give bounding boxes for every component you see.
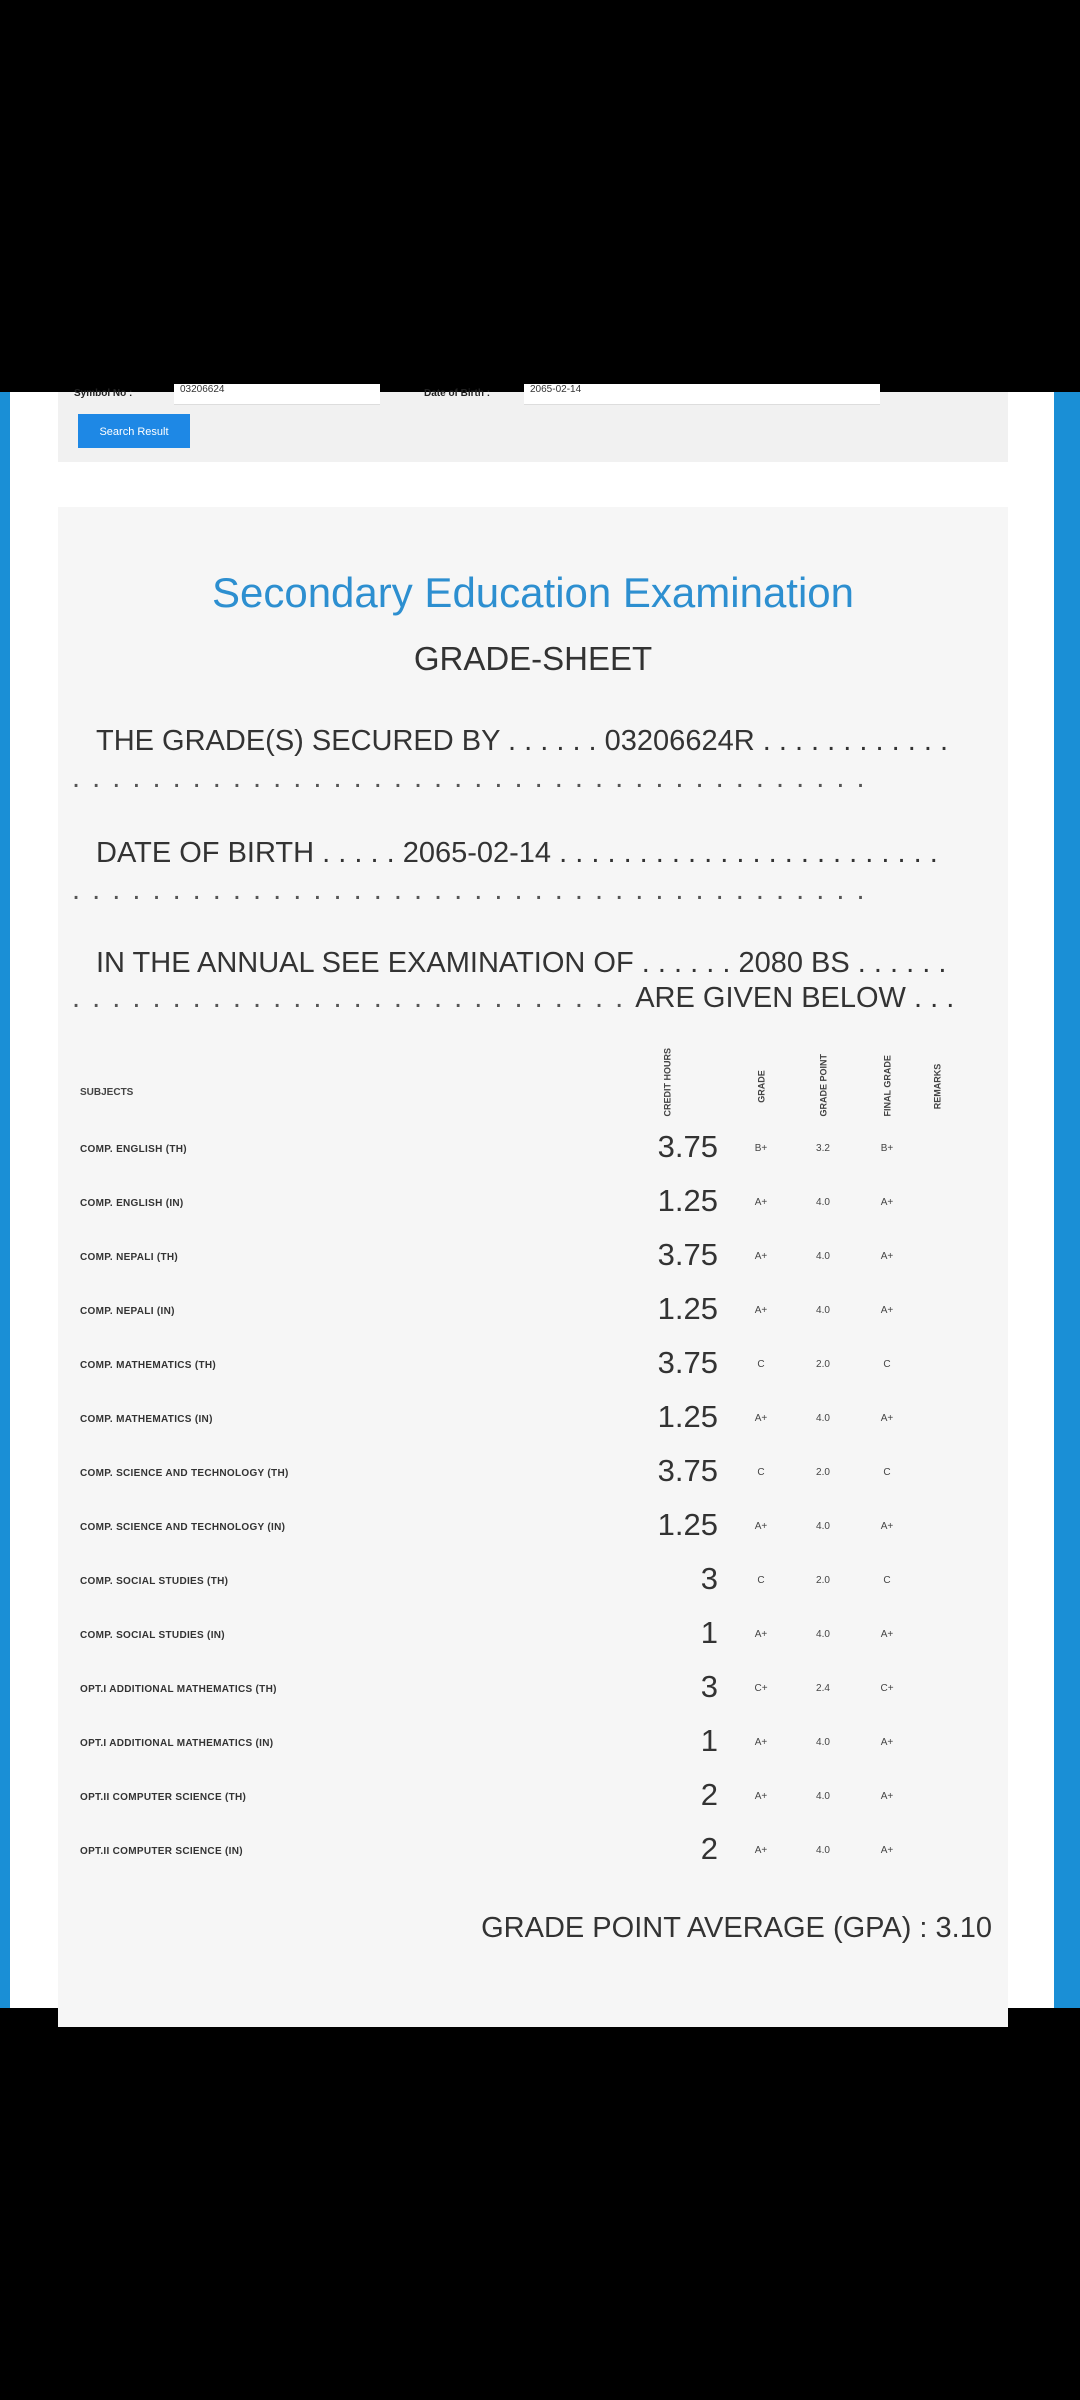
final-grade: A+: [880, 1737, 894, 1748]
dot-leader: . . . . .: [322, 837, 403, 869]
header-final-grade: FINAL GRADE: [882, 1055, 893, 1117]
grade: A+: [754, 1305, 768, 1316]
credit-hours: 2: [700, 1831, 718, 1866]
final-grade: A+: [880, 1305, 894, 1316]
grade-point: 4.0: [816, 1629, 830, 1640]
credit-hours: 1.25: [657, 1507, 718, 1542]
symbol-label: Symbol No :: [74, 388, 133, 399]
grade-point: 4.0: [816, 1845, 830, 1856]
table-row: [58, 1399, 1008, 1439]
page-title: Secondary Education Examination: [211, 569, 855, 616]
grade-point: 4.0: [816, 1521, 830, 1532]
grade-point: 4.0: [816, 1413, 830, 1424]
subject-name: COMP. ENGLISH (IN): [80, 1198, 184, 1209]
subject-name: OPT.II COMPUTER SCIENCE (TH): [80, 1792, 247, 1803]
given-below-text: ARE GIVEN BELOW: [635, 982, 906, 1014]
subject-name: COMP. MATHEMATICS (TH): [80, 1360, 217, 1371]
credit-hours: 3: [700, 1669, 718, 1704]
credit-hours: 1.25: [657, 1399, 718, 1434]
final-grade: A+: [880, 1251, 894, 1262]
credit-hours: 2: [700, 1777, 718, 1812]
grade: A+: [754, 1197, 768, 1208]
grade: C: [757, 1467, 765, 1478]
final-grade: C+: [880, 1683, 894, 1694]
subject-name: COMP. SOCIAL STUDIES (IN): [80, 1630, 225, 1641]
grade: C: [757, 1575, 765, 1586]
secured-by-line: [96, 725, 948, 758]
grade-point: 4.0: [816, 1251, 830, 1262]
table-row: [58, 1129, 1008, 1169]
final-grade: A+: [880, 1521, 894, 1532]
grade-sheet-card: [58, 507, 1008, 2027]
table-row: [58, 1183, 1008, 1223]
final-grade: C: [883, 1359, 891, 1370]
subject-name: OPT.I ADDITIONAL MATHEMATICS (IN): [80, 1738, 274, 1749]
secured-by-value: 03206624R: [604, 725, 755, 757]
final-grade: A+: [880, 1791, 894, 1802]
table-row: [58, 1237, 1008, 1277]
table-row: [58, 1615, 1008, 1655]
subject-name: COMP. NEPALI (IN): [80, 1306, 175, 1317]
credit-hours: 3.75: [657, 1345, 718, 1380]
grade: A+: [754, 1845, 768, 1856]
table-row: [58, 1291, 1008, 1331]
grade: C+: [754, 1683, 768, 1694]
secured-by-label: THE GRADE(S) SECURED BY: [96, 725, 500, 757]
header-credit-hours: CREDIT HOURS: [662, 1047, 673, 1117]
table-row: [58, 1831, 1008, 1871]
given-below-line: [72, 982, 954, 1015]
credit-hours: 1: [700, 1615, 718, 1650]
grade-point: 4.0: [816, 1791, 830, 1802]
field-row: [74, 384, 994, 414]
dot-leader: . . . . . .: [857, 947, 947, 979]
gpa-label: GRADE POINT AVERAGE (GPA) :: [481, 1912, 928, 1944]
grade: A+: [754, 1791, 768, 1802]
dot-leader: . . . . . . . . . . . .: [762, 725, 949, 757]
final-grade: A+: [880, 1413, 894, 1424]
right-border: [1054, 392, 1080, 2008]
grade-sheet-subtitle: GRADE-SHEET: [413, 640, 653, 677]
exam-label: IN THE ANNUAL SEE EXAMINATION OF: [96, 947, 634, 979]
symbol-input[interactable]: 03206624: [174, 384, 380, 405]
dob-form-label: Date of Birth :: [424, 388, 491, 399]
subject-name: OPT.II COMPUTER SCIENCE (IN): [80, 1846, 243, 1857]
credit-hours: 3.75: [657, 1129, 718, 1164]
subject-name: COMP. ENGLISH (TH): [80, 1144, 187, 1155]
grade: B+: [754, 1143, 768, 1154]
grade: A+: [754, 1629, 768, 1640]
gpa-line: [481, 1912, 992, 1945]
header-grade: GRADE: [756, 1070, 767, 1103]
dot-leader: . . .: [914, 982, 955, 1014]
exam-line: [96, 947, 946, 980]
search-form: [58, 384, 1008, 462]
search-result-button[interactable]: Search Result: [78, 414, 190, 448]
subject-name: COMP. SCIENCE AND TECHNOLOGY (TH): [80, 1468, 289, 1479]
subject-name: COMP. MATHEMATICS (IN): [80, 1414, 213, 1425]
subject-name: COMP. NEPALI (TH): [80, 1252, 179, 1263]
exam-value: 2080 BS: [738, 947, 850, 979]
subject-name: COMP. SCIENCE AND TECHNOLOGY (IN): [80, 1522, 286, 1533]
dot-leader: . . . . . .: [507, 725, 605, 757]
table-row: [58, 1561, 1008, 1601]
table-row: [58, 1723, 1008, 1763]
table-row: [58, 1777, 1008, 1817]
grade: A+: [754, 1521, 768, 1532]
dot-leader: . . . . . .: [641, 947, 739, 979]
final-grade: A+: [880, 1629, 894, 1640]
grade-point: 4.0: [816, 1305, 830, 1316]
credit-hours: 1.25: [657, 1183, 718, 1218]
grade-point: 2.0: [816, 1575, 830, 1586]
dob-input[interactable]: 2065-02-14: [524, 384, 880, 405]
credit-hours: 3: [700, 1561, 718, 1596]
grade-point: 2.0: [816, 1359, 830, 1370]
dob-value: 2065-02-14: [402, 837, 552, 869]
dob-label: DATE OF BIRTH: [96, 837, 315, 869]
dot-leader: . . . . . . . . . . . . . . . . . . . . . . . . . . . .: [72, 982, 636, 1014]
final-grade: A+: [880, 1845, 894, 1856]
header-remarks: REMARKS: [932, 1063, 943, 1110]
dot-leader-line: . . . . . . . . . . . . . . . . . . . . . . . . . . . . . . . . . . . . . . . .: [72, 874, 867, 906]
subject-name: COMP. SOCIAL STUDIES (TH): [80, 1576, 229, 1587]
table-row: [58, 1507, 1008, 1547]
final-grade: C: [883, 1575, 891, 1586]
grade-point: 2.0: [816, 1467, 830, 1478]
result-page: [0, 384, 1080, 2008]
grade-point: 4.0: [816, 1197, 830, 1208]
grade-point: 2.4: [816, 1683, 830, 1694]
final-grade: B+: [880, 1143, 894, 1154]
gpa-value: 3.10: [935, 1912, 992, 1944]
credit-hours: 1.25: [657, 1291, 718, 1326]
table-row: [58, 1453, 1008, 1493]
subject-name: OPT.I ADDITIONAL MATHEMATICS (TH): [80, 1684, 277, 1695]
grade: A+: [754, 1251, 768, 1262]
credit-hours: 1: [700, 1723, 718, 1758]
dot-leader: . . . . . . . . . . . . . . . . . . . . . . . .: [559, 837, 938, 869]
grade-point: 3.2: [816, 1143, 830, 1154]
grade: A+: [754, 1737, 768, 1748]
table-row: [58, 1669, 1008, 1709]
table-row: [58, 1345, 1008, 1385]
final-grade: C: [883, 1467, 891, 1478]
credit-hours: 3.75: [657, 1237, 718, 1272]
left-border: [0, 392, 10, 2008]
header-subjects: SUBJECTS: [80, 1087, 134, 1098]
credit-hours: 3.75: [657, 1453, 718, 1488]
grade: C: [757, 1359, 765, 1370]
header-grade-point: GRADE POINT: [818, 1053, 829, 1117]
final-grade: A+: [880, 1197, 894, 1208]
grade: A+: [754, 1413, 768, 1424]
dob-line: [96, 837, 938, 870]
grade-point: 4.0: [816, 1737, 830, 1748]
dot-leader-line: . . . . . . . . . . . . . . . . . . . . . . . . . . . . . . . . . . . . . . . .: [72, 762, 867, 794]
